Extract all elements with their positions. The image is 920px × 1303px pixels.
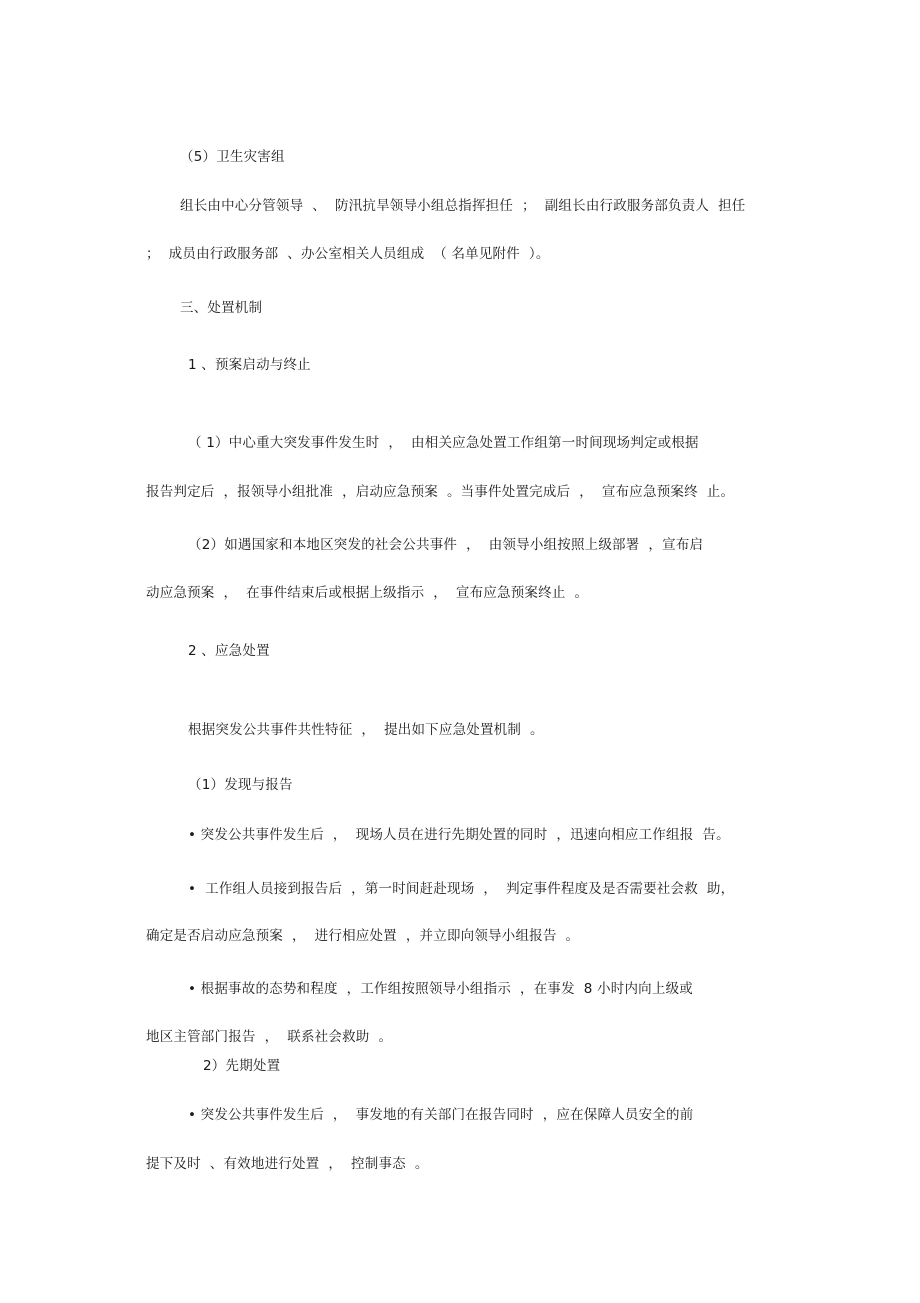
paragraph-line: 组长由中心分管领导 、 防汛抗旱领导小组总指挥担任 ； 副组长由行政服务部负责人 担任 xyxy=(180,198,746,214)
paragraph-line: 报告判定后 ，报领导小组批准 ，启动应急预案 。当事件处置完成后 ， 宣布应急预案终 止。 xyxy=(146,484,735,500)
subheading-emergency-disposal: 2 、应急处置 xyxy=(188,643,270,659)
paragraph-line: 地区主管部门报告 ， 联系社会救助 。 xyxy=(146,1029,393,1045)
bullet-line: • 突发公共事件发生后 ， 事发地的有关部门在报告同时 ，应在保障人员安全的前 xyxy=(188,1107,694,1123)
section-heading-disposal-mechanism: 三、处置机制 xyxy=(180,300,263,316)
subheading-discovery-report: （1）发现与报告 xyxy=(188,777,293,793)
paragraph-line: 动应急预案 ， 在事件结束后或根据上级指示 ， 宣布应急预案终止 。 xyxy=(146,585,589,601)
subheading-initial-disposal: 2）先期处置 xyxy=(203,1058,281,1074)
paragraph-line: （2）如遇国家和本地区突发的社会公共事件 ， 由领导小组按照上级部署 ，宣布启 xyxy=(188,537,704,553)
paragraph-line: 确定是否启动应急预案 ， 进行相应处置 ，并立即向领导小组报告 。 xyxy=(146,928,580,944)
heading-health-disaster-group: （5）卫生灾害组 xyxy=(180,149,285,165)
paragraph-line: ； 成员由行政服务部 、办公室相关人员组成 （ 名单见附件 ）。 xyxy=(146,246,550,262)
bullet-line: • 突发公共事件发生后 ， 现场人员在进行先期处置的同时 ，迅速向相应工作组报 告。 xyxy=(188,827,730,843)
bullet-line: • 根据事故的态势和程度 ，工作组按照领导小组指示 ，在事发 8 小时内向上级或 xyxy=(188,981,693,997)
subheading-plan-start-stop: 1 、预案启动与终止 xyxy=(188,357,311,373)
bullet-line: • 工作组人员接到报告后 ，第一时间赶赴现场 ， 判定事件程度及是否需要社会救 助， xyxy=(188,881,735,897)
paragraph-line: （ 1）中心重大突发事件发生时 ， 由相关应急处置工作组第一时间现场判定或根据 xyxy=(188,435,699,451)
paragraph-line: 根据突发公共事件共性特征 ， 提出如下应急处置机制 。 xyxy=(188,722,544,738)
paragraph-line: 提下及时 、有效地进行处置 ， 控制事态 。 xyxy=(146,1156,429,1172)
